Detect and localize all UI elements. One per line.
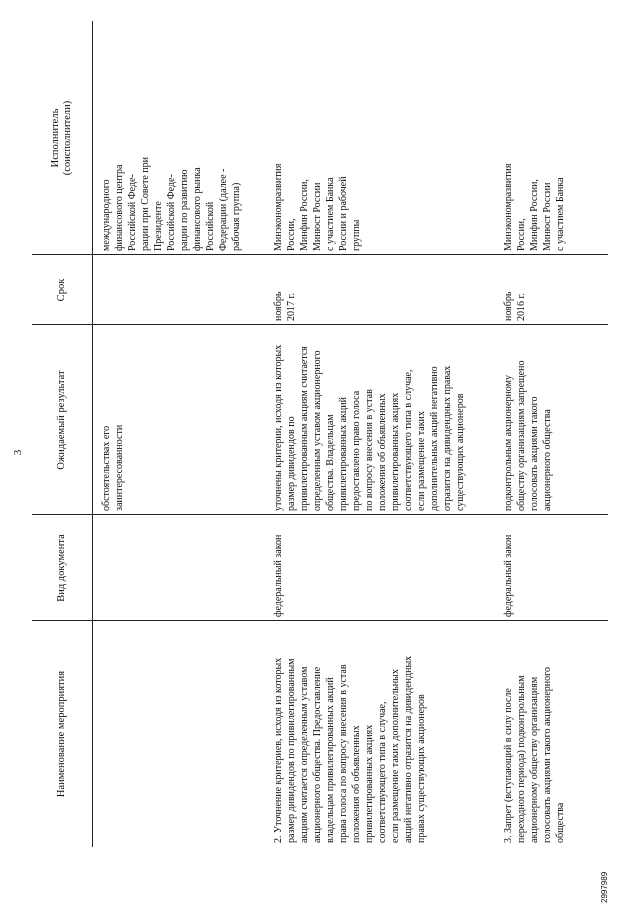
executor-cell: международного финансового центра Российской Феде- рации при Совете при Президенте Российской Феде- рации по развитию финансового рынка Российской Федерации (далее - рабочая группа) [101,157,242,251]
doc-type-cell: федеральный закон [273,534,284,617]
deadline-cell: ноябрь 2017 г. [273,291,297,321]
deadline-cell: ноябрь 2016 г. [503,291,527,321]
page-number: 3 [12,449,24,456]
header-executor: Исполнитель (соисполнители) [50,100,73,176]
name-cell: 3. Запрет (вступающий в силу после переходного периода) подконтрольным акционерному обществу организациям голосовать акциями такого акционерного общества [503,666,566,843]
header-doc-type: Вид документа [56,534,67,602]
executor-cell: Минэкономразвития России, Минфин России, Минюст России с участием Банка [503,163,566,251]
result-cell: обстоятельствах его заинтересованности [101,424,125,511]
header-rule [92,21,93,847]
table-row-continued [100,21,243,847]
result-cell: подконтрольным акционерному обществу организациям запрещено голосовать акциями такого акционерного общества [503,360,553,511]
document-code: 2997989 [600,871,609,903]
table-row [502,21,567,847]
header-result: Ожидаемый результат [56,370,67,470]
doc-type-cell: федеральный закон [503,534,514,617]
name-cell: 2. Уточнение критериев, исходя из которых размер дивидендов по привилегированным акциям считается определенным уставом акционерного общества. Предоставление владельцам привилегированных акций права голоса по вопросу внесения в устав положения об объявленных привилегированных акциях соответствующего типа в случае, если размещение таких дополнительных акций негативно отразится на дивидендных правах существующих акционеров [273,655,427,843]
result-cell: уточнены критерии, исходя из которых размер дивидендов по привилегированным акциям считается определенным уставом акционерного общества. Владельцам привилегированных акций предоставлено право голоса по вопросу внесения в устав положения об объявленных привилегированных акциях соответствующего типа в случае, если размещение таких дополнительных акций негативно отразится на дивидендных правах существующих акционеров [273,344,466,511]
table-row [272,21,467,847]
header-name: Наименование мероприятия [56,670,67,798]
table-header [32,21,92,847]
header-deadline: Срок [56,278,67,302]
executor-cell: Минэкономразвития России, Минфин России, Минюст России с участием Банка России и рабочей группы [273,163,362,251]
